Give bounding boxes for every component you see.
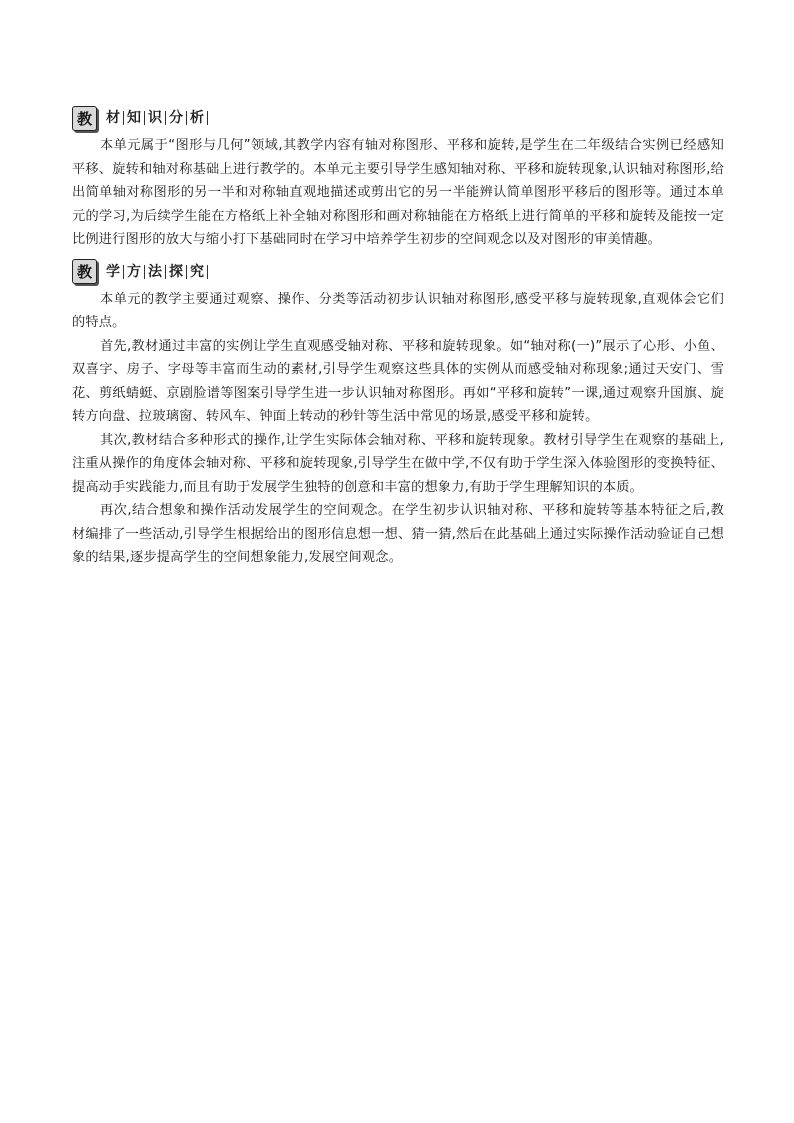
section-heading xyxy=(72,258,724,286)
section-textbook-analysis xyxy=(72,104,724,252)
heading-title xyxy=(103,111,208,125)
paragraph: 其次,教材结合多种形式的操作,让学生实际体会轴对称、平移和旋转现象。教材引导学生在观察的基础上,注重从操作的角度体会轴对称、平移和旋转现象,引导学生在做中学,不仅有助于学生深入体验图形的变换特征、提高动手实践能力,而且有助于发展学生独特的创意和丰富的想象力,有助于学生理解知识的本质。 xyxy=(72,432,724,495)
heading-char: 知 xyxy=(124,111,145,125)
paragraph: 首先,教材通过丰富的实例让学生直观感受轴对称、平移和旋转现象。如“轴对称(一)”展示了心形、小鱼、双喜字、房子、字母等丰富而生动的素材,引导学生观察这些具体的实例从而感受轴对称现象;通过天安门、雪花、剪纸蜻蜓、京剧脸谱等图案引导学生进一步认识轴对称图形。再如“平移和旋转”一课,通过观察升国旗、旋转方向盘、拉玻璃窗、转风车、钟面上转动的秒针等生活中常见的场景,感受平移和旋转。 xyxy=(72,338,724,424)
heading-char: 材 xyxy=(103,111,124,125)
heading-char: 学 xyxy=(103,265,124,279)
heading-char: 究 xyxy=(187,265,208,279)
paragraph: 再次,结合想象和操作活动发展学生的空间观念。在学生初步认识轴对称、平移和旋转等基本特征之后,教材编排了一些活动,引导学生根据给出的图形信息想一想、猜一猜,然后在此基础上通过实际操作活动验证自己想象的结果,逐步提高学生的空间想象能力,发展空间观念。 xyxy=(72,503,724,565)
heading-char: 识 xyxy=(145,111,166,125)
section-teaching-methods xyxy=(72,258,724,570)
paragraph: 本单元的教学主要通过观察、操作、分类等活动初步认识轴对称图形,感受平移与旋转现象,直观体会它们的特点。 xyxy=(72,291,724,330)
document-page xyxy=(72,104,724,576)
section-heading xyxy=(72,104,724,132)
heading-char: 方 xyxy=(124,265,145,279)
heading-char: 分 xyxy=(166,111,187,125)
heading-char: 析 xyxy=(187,111,208,125)
heading-char: 法 xyxy=(145,265,166,279)
heading-badge: 教 xyxy=(72,106,97,131)
heading-badge: 教 xyxy=(72,259,97,284)
heading-title xyxy=(103,265,208,279)
heading-char: 探 xyxy=(166,265,187,279)
paragraph: 本单元属于“图形与几何”领域,其教学内容有轴对称图形、平移和旋转,是学生在二年级结合实例已经感知平移、旋转和轴对称基础上进行教学的。本单元主要引导学生感知轴对称、平移和旋转现象,认识轴对称图形,给出简单轴对称图形的另一半和对称轴直观地描述或剪出它的另一半能辨认简单图形平移后的图形等。通过本单元的学习,为后续学生能在方格纸上补全轴对称图形和画对称轴能在方格纸上进行简单的平移和旋转及能按一定比例进行图形的放大与缩小打下基础同时在学习中培养学生初步的空间观念以及对图形的审美情趣。 xyxy=(72,138,724,247)
